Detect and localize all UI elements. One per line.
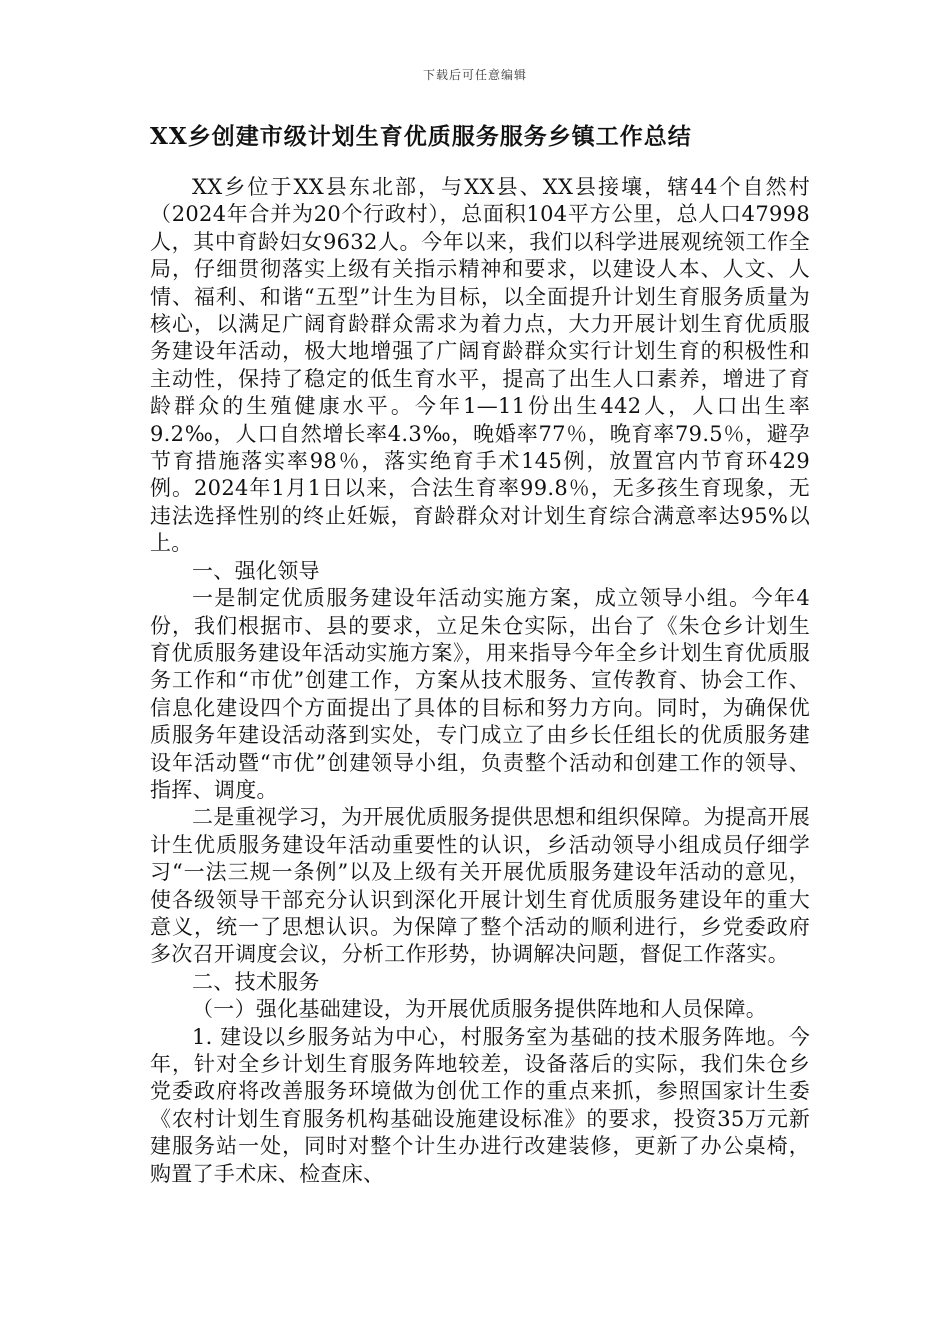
section-heading-technical-service: 二、技术服务 — [192, 969, 320, 994]
document-title: XX乡创建市级计划生育优质服务服务乡镇工作总结 — [150, 123, 692, 150]
leadership-paragraph-2: 二是重视学习，为开展优质服务提供思想和组织保障。为提高开展计生优质服务建设年活动重要性的认识，乡活动领导小组成员仔细学习“一法三规一条例”以及上级有关开展优质服务建设年活动的意见，使各级领导干部充分认识到深化开展计划生育优质服务建设年的重大意义，统一了思想认识。为保障了整个活动的顺利进行，乡党委政府多次召开调度会议，分析工作形势，协调解决问题，督促工作落实。 — [150, 805, 810, 967]
document-body — [150, 174, 810, 1188]
intro-paragraph: XX乡位于XX县东北部，与XX县、XX县接壤，辖44个自然村（2024年合并为20个行政村），总面积104平方公里，总人口47998人，其中育龄妇女9632人。今年以来，我们以科学进展观统领工作全局，仔细贯彻落实上级有关指示精神和要求，以建设人本、人文、人情、福利、和谐“五型”计生为目标，以全面提升计划生育服务质量为核心，以满足广阔育龄群众需求为着力点，大力开展计划生育优质服务建设年活动，极大地增强了广阔育龄群众实行计划生育的积极性和主动性，保持了稳定的低生育水平，提高了出生人口素养，增进了育龄群众的生殖健康水平。今年1—11份出生442人，人口出生率9.2‰，人口自然增长率4.3‰，晚婚率77％，晚育率79.5％，避孕节育措施落实率98％，落实绝育手术145例，放置宫内节育环429例。2024年1月1日以来，合法生育率99.8％，无多孩生育现象，无违法选择性别的终止妊娠，育龄群众对计划生育综合满意率达95%以上。 — [150, 175, 810, 556]
technical-subheading-1: （一）强化基础建设，为开展优质服务提供阵地和人员保障。 — [192, 997, 768, 1022]
leadership-paragraph-1: 一是制定优质服务建设年活动实施方案，成立领导小组。今年4份，我们根据市、县的要求，立足朱仓实际，出台了《朱仓乡计划生育优质服务建设年活动实施方案》，用来指导今年全乡计划生育优质服务工作和“市优”创建工作，方案从技术服务、宣传教育、协会工作、信息化建设四个方面提出了具体的目标和努力方向。同时，为确保优质服务年建设活动落到实处，专门成立了由乡长任组长的优质服务建设年活动暨“市优”创建领导小组，负责整个活动和创建工作的领导、指挥、调度。 — [150, 586, 810, 802]
section-heading-leadership: 一、强化领导 — [192, 558, 320, 583]
technical-paragraph-1: 1. 建设以乡服务站为中心，村服务室为基础的技术服务阵地。今年，针对全乡计划生育服务阵地较差，设备落后的实际，我们朱仓乡党委政府将改善服务环境做为创优工作的重点来抓，参照国家计生委《农村计划生育服务机构基础设施建设标准》的要求，投资35万元新建服务站一处，同时对整个计生办进行改建装修，更新了办公桌椅，购置了手术床、检查床、 — [150, 1024, 810, 1186]
header-note: 下载后可任意编辑 — [422, 68, 527, 82]
